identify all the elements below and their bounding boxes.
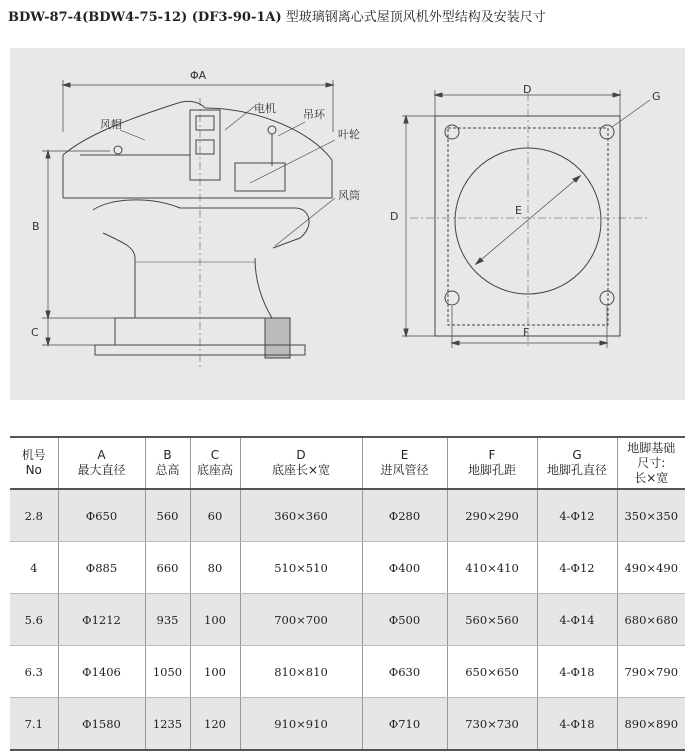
table-cell: 100 [190, 646, 240, 698]
table-cell: Φ885 [58, 542, 145, 594]
table-cell: 890×890 [617, 698, 685, 751]
table-cell: 4-Φ12 [537, 489, 617, 542]
label-g: G [652, 90, 661, 103]
table-cell: 510×510 [240, 542, 362, 594]
table-cell: Φ1212 [58, 594, 145, 646]
label-ring: 吊环 [303, 108, 325, 121]
table-cell: Φ630 [362, 646, 447, 698]
table-cell: 790×790 [617, 646, 685, 698]
label-impeller: 叶轮 [338, 128, 360, 141]
table-cell: 80 [190, 542, 240, 594]
title-text: 型玻璃钢离心式屋顶风机外型结构及安装尺寸 [285, 10, 546, 25]
table-cell: 490×490 [617, 542, 685, 594]
table-cell: 660 [145, 542, 190, 594]
table-row [10, 646, 685, 698]
col-f: F 地脚孔距 [447, 437, 537, 489]
col-c: C 底座高 [190, 437, 240, 489]
table-cell: Φ1580 [58, 698, 145, 751]
table-cell: 410×410 [447, 542, 537, 594]
table-row [10, 594, 685, 646]
label-cap: 风帽 [100, 118, 122, 131]
table-cell: 4-Φ14 [537, 594, 617, 646]
title-models: BDW-87-4(BDW4-75-12) (DF3-90-1A) [8, 10, 282, 25]
table-cell: 810×810 [240, 646, 362, 698]
installation-drawing [10, 48, 685, 400]
spec-table [10, 436, 685, 751]
table-cell: 360×360 [240, 489, 362, 542]
page-title [8, 6, 698, 25]
label-e: E [515, 204, 522, 217]
col-b: B 总高 [145, 437, 190, 489]
col-no: 机号 No [10, 437, 58, 489]
table-cell: 730×730 [447, 698, 537, 751]
table-cell: 4-Φ12 [537, 542, 617, 594]
table-header-row [10, 437, 685, 489]
table-cell: 100 [190, 594, 240, 646]
col-a: A 最大直径 [58, 437, 145, 489]
label-d-side: D [390, 210, 399, 223]
table-cell: 290×290 [447, 489, 537, 542]
table-cell: 680×680 [617, 594, 685, 646]
label-duct: 风筒 [338, 189, 360, 202]
table-cell: 700×700 [240, 594, 362, 646]
table-cell: 4-Φ18 [537, 646, 617, 698]
label-b: B [32, 220, 40, 233]
label-f: F [523, 326, 530, 339]
table-cell: 2.8 [10, 489, 58, 542]
table-cell: 560 [145, 489, 190, 542]
table-cell: 560×560 [447, 594, 537, 646]
col-foundation: 地脚基础 尺寸: 长×宽 [617, 437, 685, 489]
label-c: C [31, 326, 39, 339]
table-cell: 7.1 [10, 698, 58, 751]
col-d: D 底座长×宽 [240, 437, 362, 489]
table-row [10, 542, 685, 594]
label-motor: 电机 [254, 102, 276, 115]
table-cell: 60 [190, 489, 240, 542]
table-cell: Φ650 [58, 489, 145, 542]
table-cell: Φ400 [362, 542, 447, 594]
table-cell: 5.6 [10, 594, 58, 646]
table-cell: 650×650 [447, 646, 537, 698]
table-cell: Φ710 [362, 698, 447, 751]
table-cell: 6.3 [10, 646, 58, 698]
table-cell: Φ1406 [58, 646, 145, 698]
label-phi-a: ΦA [190, 69, 207, 82]
table-row [10, 489, 685, 542]
table-cell: Φ280 [362, 489, 447, 542]
col-e: E 进风管径 [362, 437, 447, 489]
table-cell: 4-Φ18 [537, 698, 617, 751]
table-cell: Φ500 [362, 594, 447, 646]
table-cell: 1050 [145, 646, 190, 698]
table-cell: 935 [145, 594, 190, 646]
table-cell: 350×350 [617, 489, 685, 542]
table-row [10, 698, 685, 751]
col-g: G 地脚孔直径 [537, 437, 617, 489]
table-cell: 4 [10, 542, 58, 594]
table-cell: 910×910 [240, 698, 362, 751]
table-cell: 1235 [145, 698, 190, 751]
label-d-top: D [523, 83, 532, 96]
drawing-panel [10, 48, 685, 400]
table-cell: 120 [190, 698, 240, 751]
